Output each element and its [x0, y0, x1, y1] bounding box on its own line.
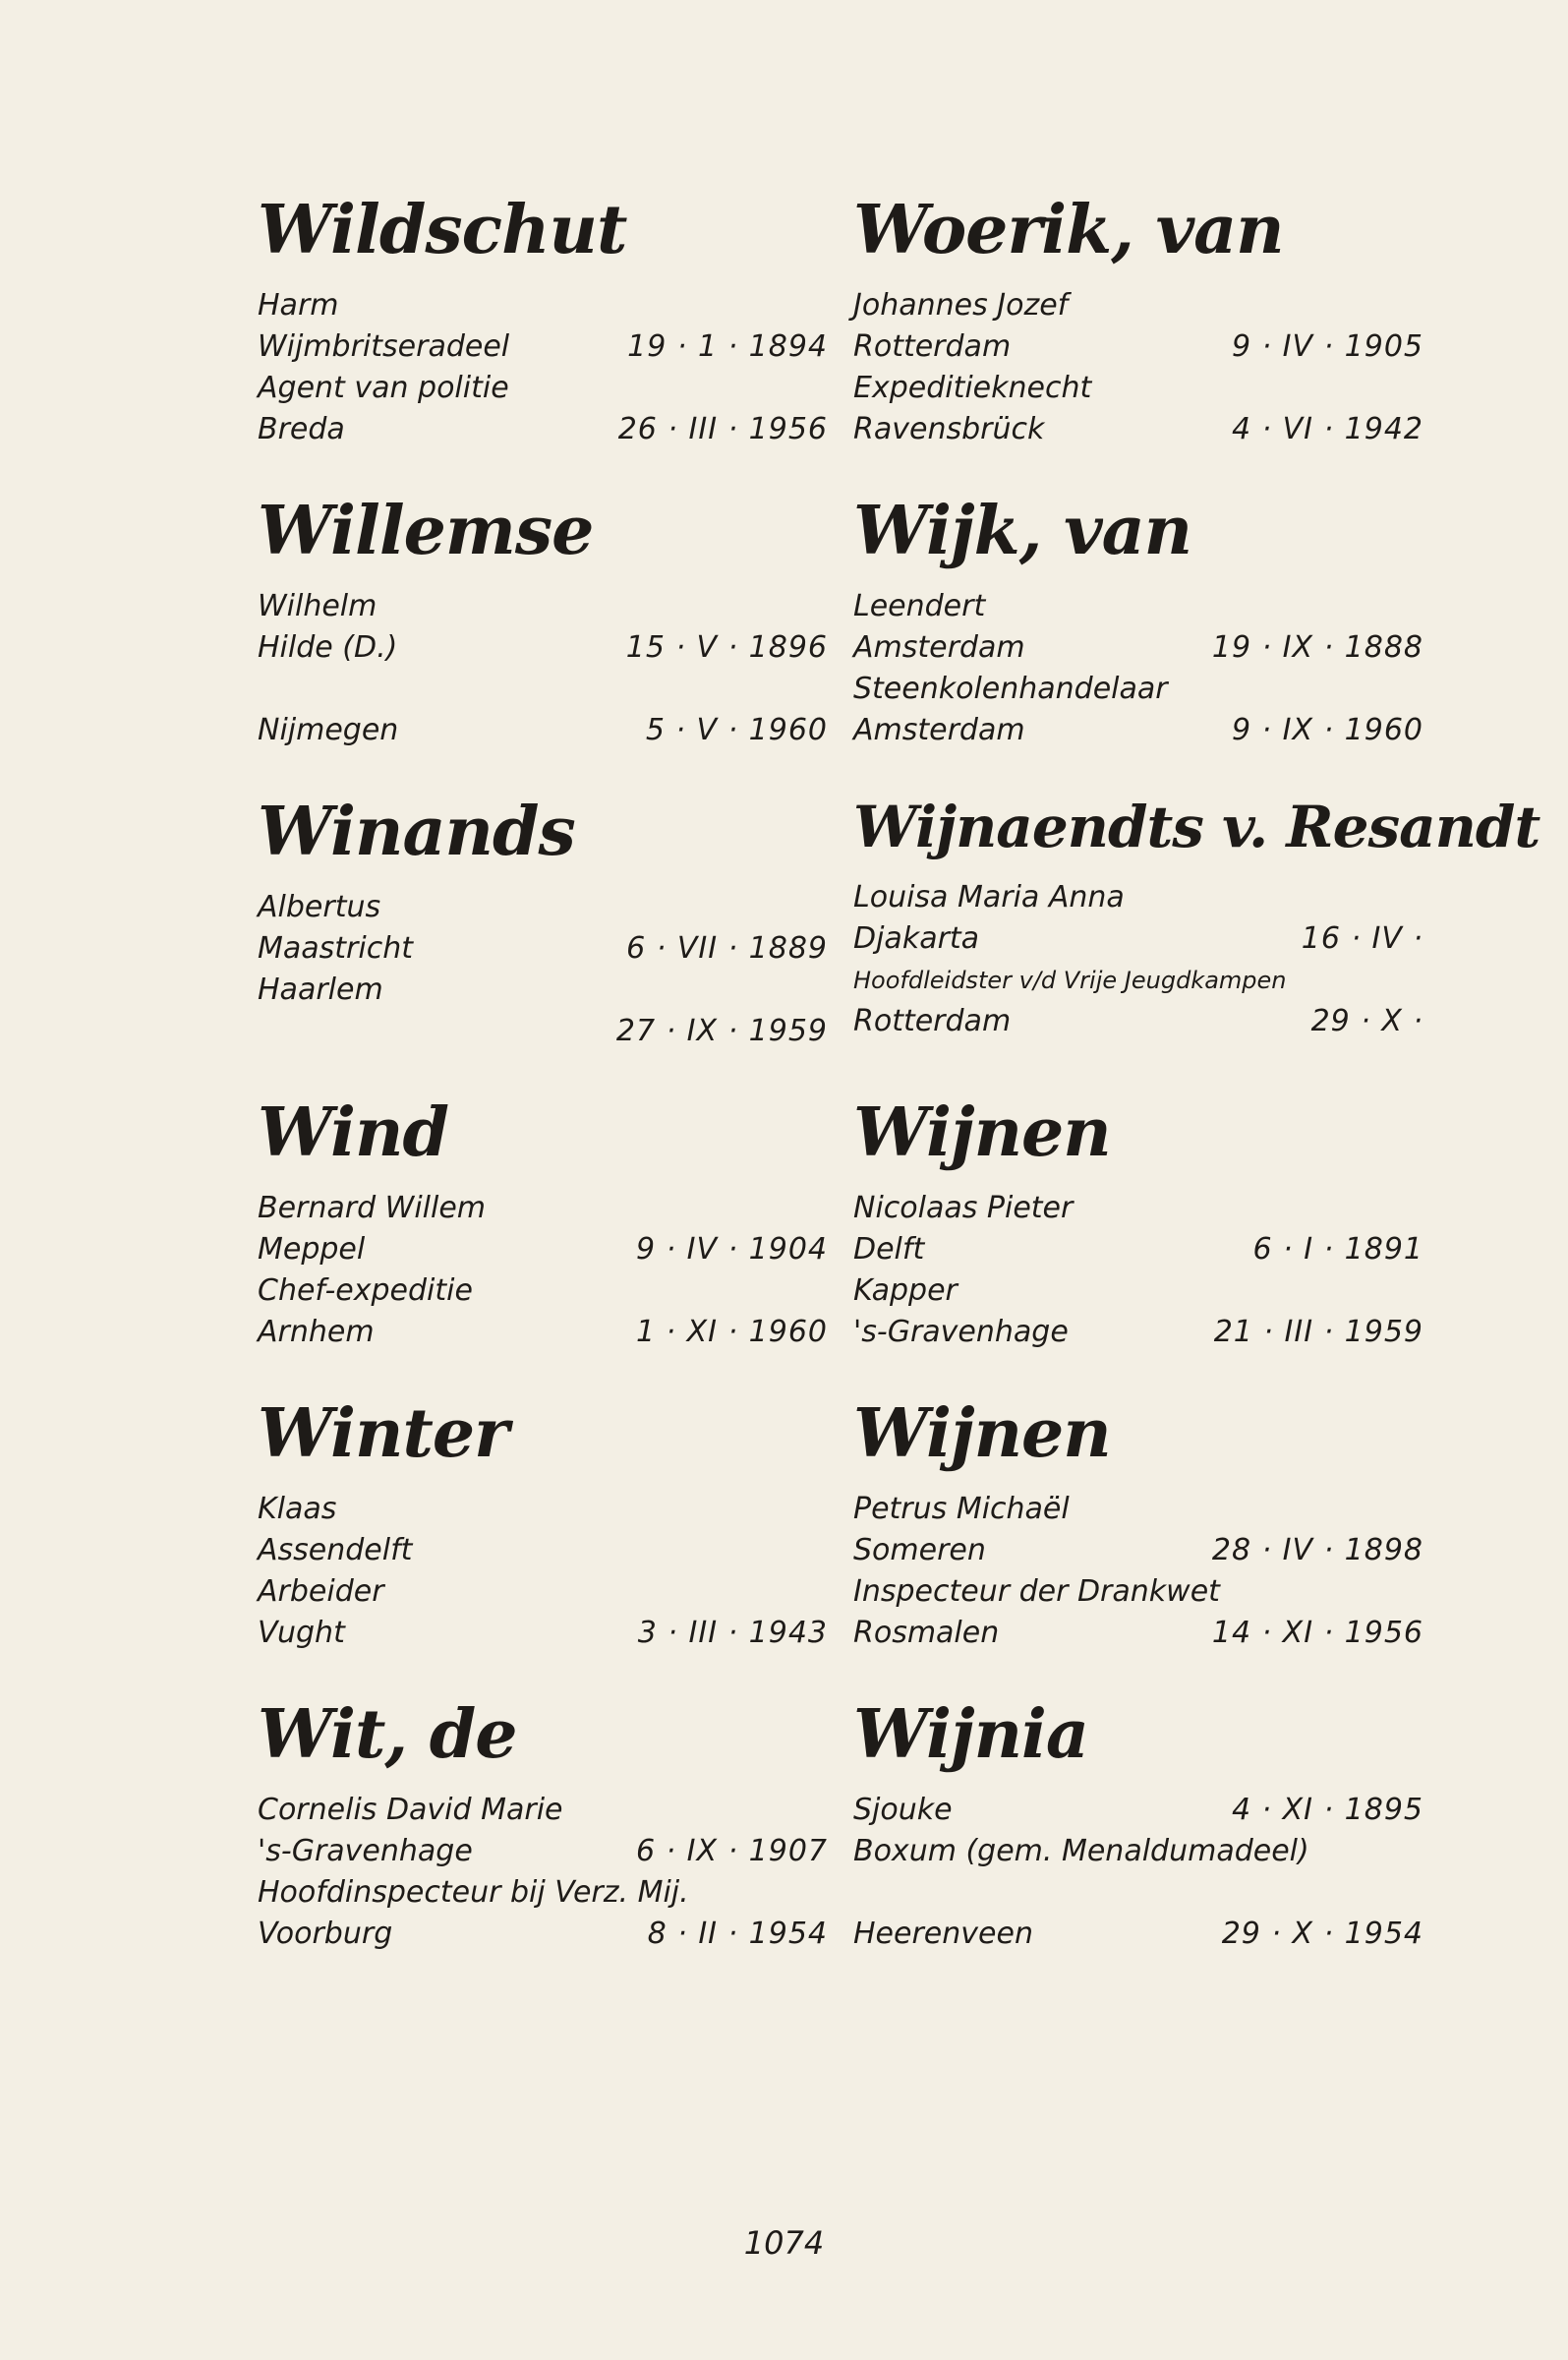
- line-date: 8 · II · 1954: [647, 1917, 828, 1951]
- line-text: Arbeider: [258, 1574, 384, 1609]
- entry-line: [853, 409, 1423, 450]
- line-text: Maastricht: [258, 931, 413, 966]
- entry-line: [258, 1914, 828, 1955]
- entry-line: [258, 1790, 828, 1831]
- surname: Winands: [258, 793, 575, 871]
- entry-line: [853, 1613, 1423, 1654]
- entry-wildschut: [258, 191, 828, 498]
- line-date: 4 · XI · 1895: [1231, 1793, 1423, 1827]
- entry-line: [853, 710, 1423, 751]
- line-text: Assendelft: [258, 1533, 413, 1567]
- surname: Winter: [258, 1394, 508, 1473]
- line-text: Albertus: [258, 890, 381, 924]
- line-date: 27 · IX · 1959: [615, 1014, 828, 1048]
- entry-line: [258, 1571, 828, 1613]
- line-text: Hoofdinspecteur bij Verz. Mij.: [258, 1875, 689, 1910]
- line-date: 29 · X ·: [1310, 1004, 1423, 1038]
- entry-line: [853, 1188, 1423, 1229]
- line-text: Rotterdam: [853, 329, 1012, 364]
- line-text: Chef-expeditie: [258, 1273, 473, 1308]
- surname: Willemse: [258, 492, 594, 570]
- line-text: Arnhem: [258, 1315, 375, 1349]
- entry-line: [853, 1831, 1423, 1872]
- line-date: 6 · VII · 1889: [626, 931, 828, 966]
- line-text: Klaas: [258, 1492, 337, 1526]
- line-text: Voorburg: [258, 1917, 393, 1951]
- entry-wijnen-nicolaas: [853, 1093, 1423, 1400]
- line-date: 19 · IX · 1888: [1211, 630, 1423, 665]
- entry-line: [258, 1270, 828, 1312]
- line-date: 9 · IX · 1960: [1231, 713, 1423, 747]
- surname: Wijnia: [853, 1695, 1088, 1774]
- line-text: Johannes Jozef: [853, 288, 1069, 323]
- line-date: 3 · III · 1943: [637, 1616, 828, 1650]
- line-text: Sjouke: [853, 1793, 953, 1827]
- line-text: Leendert: [853, 589, 986, 623]
- line-date: 21 · III · 1959: [1213, 1315, 1423, 1349]
- line-text: 's-Gravenhage: [258, 1834, 473, 1868]
- line-date: 14 · XI · 1956: [1211, 1616, 1423, 1650]
- entry-winter: [258, 1394, 828, 1701]
- line-text: Amsterdam: [853, 713, 1025, 747]
- line-text: Boxum (gem. Menaldumadeel): [853, 1834, 1309, 1868]
- entry-line: [853, 669, 1423, 710]
- entry-line: [258, 627, 828, 669]
- line-text: Inspecteur der Drankwet: [853, 1574, 1220, 1609]
- line-text: Expeditieknecht: [853, 371, 1092, 405]
- line-date: 4 · VI · 1942: [1231, 412, 1423, 446]
- entry-line: [258, 970, 828, 1011]
- line-text: Heerenveen: [853, 1917, 1033, 1951]
- line-text: Nicolaas Pieter: [853, 1191, 1074, 1225]
- entry-line: [853, 1914, 1423, 1955]
- surname: Wijnen: [853, 1394, 1111, 1473]
- entry-willemse: [258, 492, 828, 798]
- line-text: Breda: [258, 412, 345, 446]
- entry-line: [258, 586, 828, 627]
- line-date: 29 · X · 1954: [1221, 1917, 1423, 1951]
- line-text: 's-Gravenhage: [853, 1315, 1069, 1349]
- entry-line: [853, 627, 1423, 669]
- line-text: Rotterdam: [853, 1004, 1012, 1038]
- entry-line: [853, 1872, 1423, 1914]
- surname: Wind: [258, 1093, 448, 1172]
- entry-line: [853, 918, 1423, 960]
- line-text: Petrus Michaël: [853, 1492, 1070, 1526]
- entry-line: [853, 326, 1423, 368]
- entry-line: [258, 1530, 828, 1571]
- line-text: Hilde (D.): [258, 630, 398, 665]
- left-column: [258, 191, 828, 2002]
- page-number: 1074: [743, 2224, 825, 2262]
- surname: Wit, de: [258, 1695, 517, 1774]
- line-text: Louisa Maria Anna: [853, 880, 1125, 914]
- surname: Wijnaendts v. Resandt: [853, 794, 1540, 860]
- line-text: Vught: [258, 1616, 345, 1650]
- entry-line: [853, 1790, 1423, 1831]
- line-text: Rosmalen: [853, 1616, 1000, 1650]
- entry-line: [258, 1011, 828, 1052]
- line-text: Wilhelm: [258, 589, 377, 623]
- line-text: Harm: [258, 288, 339, 323]
- entry-line: [853, 1489, 1423, 1530]
- entry-wijnaendts-v-resandt: [853, 794, 1540, 1099]
- line-date: 28 · IV · 1898: [1211, 1533, 1423, 1567]
- line-text: Meppel: [258, 1232, 366, 1267]
- entry-line: [853, 285, 1423, 326]
- line-text: Nijmegen: [258, 713, 399, 747]
- entry-wind: [258, 1093, 828, 1400]
- line-date: 9 · IV · 1904: [635, 1232, 828, 1267]
- entry-winands: [258, 793, 828, 1099]
- line-text: Amsterdam: [853, 630, 1025, 665]
- entry-line: [853, 368, 1423, 409]
- line-date: 6 · IX · 1907: [635, 1834, 828, 1868]
- entry-line: [258, 368, 828, 409]
- entry-line: [258, 326, 828, 368]
- entry-line: [853, 1270, 1423, 1312]
- entry-line: [258, 285, 828, 326]
- line-date: 26 · III · 1956: [617, 412, 828, 446]
- entry-line: [258, 1831, 828, 1872]
- entry-line: [258, 887, 828, 928]
- entry-line: [258, 669, 828, 710]
- entry-line: [853, 877, 1423, 918]
- entry-line: [853, 1229, 1423, 1270]
- surname: Wijnen: [853, 1093, 1111, 1172]
- line-text: Agent van politie: [258, 371, 509, 405]
- entry-line: [258, 1613, 828, 1654]
- line-text: Steenkolenhandelaar: [853, 672, 1168, 706]
- line-date: 16 · IV ·: [1301, 921, 1423, 956]
- entry-line: [853, 1312, 1423, 1353]
- entry-line: [258, 710, 828, 751]
- line-date: 9 · IV · 1905: [1231, 329, 1423, 364]
- entry-line: [258, 928, 828, 970]
- entry-line: [258, 1312, 828, 1353]
- entry-line: [853, 1571, 1423, 1613]
- entry-line: [853, 1001, 1423, 1042]
- line-text: Haarlem: [258, 973, 383, 1007]
- entry-wijnen-petrus: [853, 1394, 1423, 1701]
- entry-line: [853, 960, 1423, 1001]
- entry-woerik-van: [853, 191, 1423, 498]
- entry-line: [258, 1229, 828, 1270]
- line-date: 1 · XI · 1960: [635, 1315, 828, 1349]
- line-text: Someren: [853, 1533, 986, 1567]
- line-text: Hoofdleidster v/d Vrije Jeugdkampen: [853, 967, 1287, 994]
- surname: Wildschut: [258, 191, 627, 269]
- line-date: 5 · V · 1960: [645, 713, 828, 747]
- entry-wijnia: [853, 1695, 1423, 2002]
- entry-line: [853, 586, 1423, 627]
- surname: Woerik, van: [853, 191, 1284, 269]
- entry-line: [258, 1872, 828, 1914]
- line-text: Kapper: [853, 1273, 958, 1308]
- line-text: Djakarta: [853, 921, 980, 956]
- entry-wit-de: [258, 1695, 828, 2002]
- line-date: 6 · I · 1891: [1252, 1232, 1423, 1267]
- entry-wijk-van: [853, 492, 1423, 798]
- line-text: Wijmbritseradeel: [258, 329, 510, 364]
- entry-line: [258, 409, 828, 450]
- line-text: Delft: [853, 1232, 925, 1267]
- line-date: 15 · V · 1896: [625, 630, 828, 665]
- right-column: [853, 191, 1540, 2002]
- line-date: 19 · 1 · 1894: [627, 329, 828, 364]
- line-text: Bernard Willem: [258, 1191, 487, 1225]
- line-text: Cornelis David Marie: [258, 1793, 563, 1827]
- line-text: Ravensbrück: [853, 412, 1045, 446]
- entry-line: [258, 1188, 828, 1229]
- surname: Wijk, van: [853, 492, 1192, 570]
- entry-line: [258, 1489, 828, 1530]
- entry-line: [853, 1530, 1423, 1571]
